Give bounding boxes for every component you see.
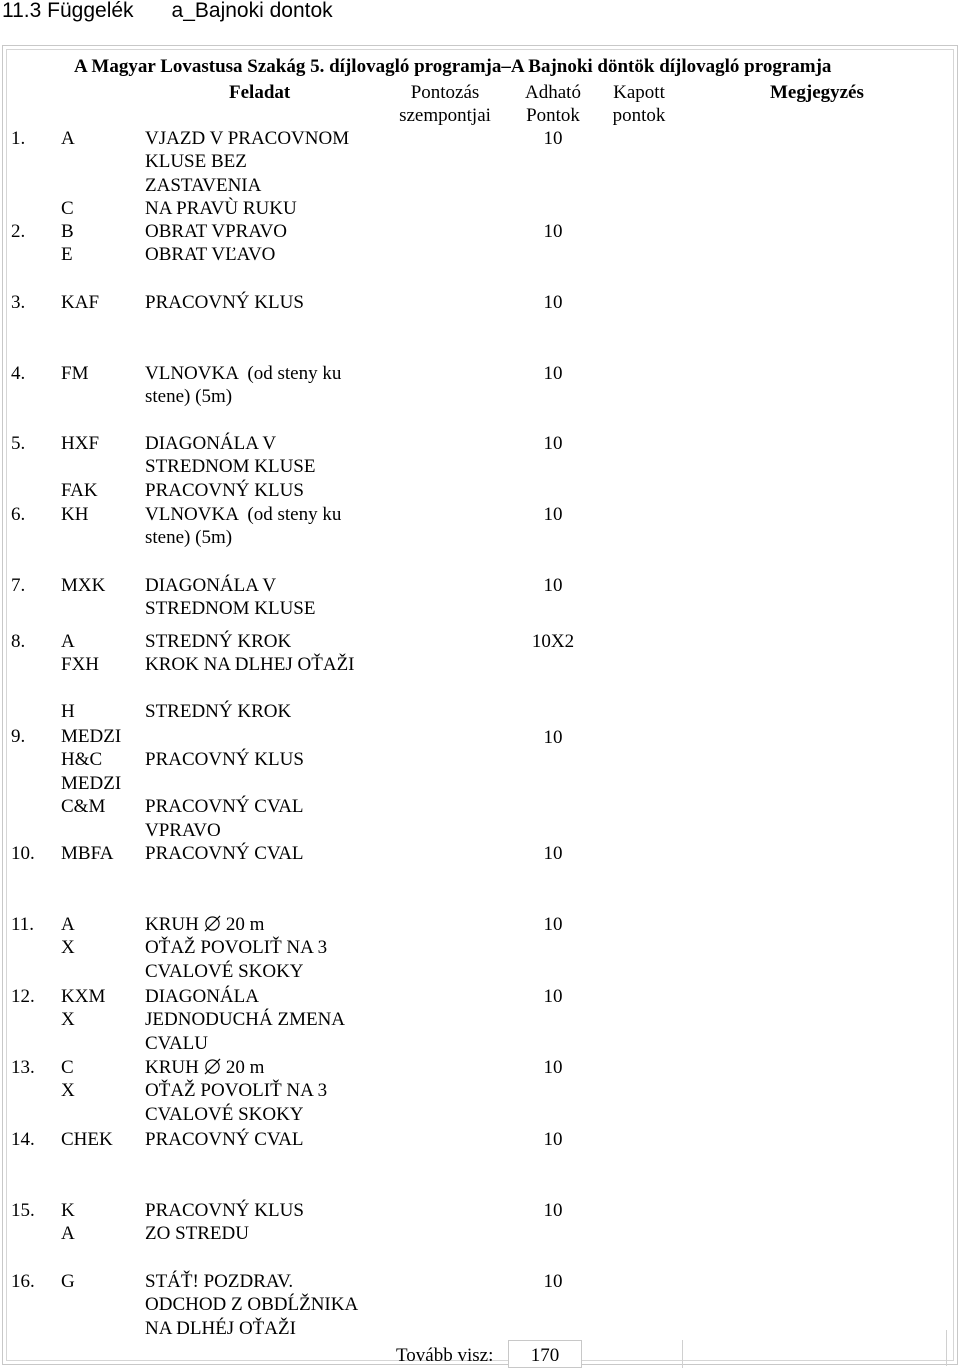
row-movement-line: VLNOVKA (od steny ku [145, 363, 342, 384]
row-movement-line [145, 1056, 264, 1079]
row-movement-line: CVALOVÉ SKOKY [145, 1103, 304, 1125]
row-marker: MEDZI [61, 772, 122, 794]
row-marker: C [61, 1057, 74, 1078]
row-marker: X [61, 1009, 75, 1031]
row-movement-line: ZO STREDU [145, 1223, 249, 1245]
movement-text: KRUH [145, 914, 199, 935]
row-movement-line: STREDNÝ KROK [145, 701, 292, 723]
row-movement-line: KROK NA DLHEJ OŤAŽI [145, 654, 355, 676]
row-movement-line: VJAZD V PRACOVNOM [145, 128, 350, 149]
row-marker: X [61, 937, 75, 959]
row-marker: HXF [61, 433, 100, 454]
row-points: 10 [543, 363, 563, 384]
page-heading [2, 0, 333, 23]
row-movement-line: PRACOVNÝ CVAL [145, 1129, 304, 1150]
col-header-pontozas: Pontozás szempontjai [399, 82, 491, 127]
row-movement-line: DIAGONÁLA [145, 986, 259, 1007]
row-movement-line: STÁŤ! POZDRAV. [145, 1271, 294, 1292]
row-marker: A [61, 631, 75, 652]
row-marker: KXM [61, 986, 106, 1007]
row-points: 10X2 [531, 631, 575, 652]
row-points: 10 [543, 986, 563, 1007]
row-points: 10 [543, 1057, 563, 1078]
row-points: 10 [543, 1200, 563, 1221]
row-number: 3. [11, 292, 26, 313]
row-marker: FAK [61, 479, 98, 501]
row-marker: FXH [61, 654, 100, 676]
row-movement-line: NA PRAVÙ RUKU [145, 198, 297, 220]
row-movement-line: ODCHOD Z OBDĹŽNIKA [145, 1294, 359, 1316]
row-marker: H&C [61, 749, 103, 771]
row-movement-line: STREDNÝ KROK [145, 631, 292, 652]
row-movement-line: STREDNOM KLUSE [145, 598, 316, 620]
row-marker: MBFA [61, 843, 114, 864]
row-points: 10 [543, 292, 563, 313]
row-movement-line: OBRAT VĽAVO [145, 244, 276, 266]
row-points: 10 [543, 1129, 563, 1150]
row-number: 4. [11, 363, 26, 384]
heading-name: a_Bajnoki dontok [171, 0, 333, 22]
col-header-kapott: Kapott pontok [612, 82, 666, 127]
row-number: 2. [11, 221, 26, 242]
row-movement-line: PRACOVNÝ KLUS [145, 749, 304, 771]
row-points: 10 [543, 504, 563, 525]
row-marker: A [61, 914, 75, 935]
row-marker: KH [61, 504, 89, 525]
row-marker: H [61, 701, 75, 723]
row-movement-line: stene) (5m) [145, 527, 233, 549]
row-movement-line: KLUSE BEZ [145, 151, 247, 173]
row-points: 10 [543, 221, 563, 242]
row-number: 15. [11, 1200, 35, 1221]
row-movement-line: CVALOVÉ SKOKY [145, 960, 304, 982]
row-movement-line: OBRAT VPRAVO [145, 221, 288, 242]
row-movement-line: VPRAVO [145, 819, 221, 841]
row-marker: MEDZI [61, 726, 122, 747]
row-points: 10 [543, 575, 563, 596]
row-movement-line: stene) (5m) [145, 386, 233, 408]
movement-text: 20 m [225, 914, 265, 935]
row-number: 11. [11, 914, 35, 935]
row-points: 10 [543, 914, 563, 935]
row-marker: MXK [61, 575, 106, 596]
row-number: 13. [11, 1057, 35, 1078]
row-number: 12. [11, 986, 35, 1007]
row-movement-line: NA DLHÉJ OŤAŽI [145, 1317, 296, 1339]
row-number: 6. [11, 504, 26, 525]
movement-text: 20 m [225, 1057, 265, 1078]
footer-label: Tovább visz: [396, 1345, 494, 1366]
row-movement-line: ZASTAVENIA [145, 174, 262, 196]
row-marker: FM [61, 363, 89, 384]
row-marker: KAF [61, 292, 100, 313]
program-title: A Magyar Lovastusa Szakág 5. díjlovagló programja–A Bajnoki döntök díjlovagló programja [74, 56, 832, 77]
row-points: 10 [543, 433, 563, 454]
row-movement-line: PRACOVNÝ CVAL [145, 796, 304, 818]
row-movement-line: JEDNODUCHÁ ZMENA [145, 1009, 346, 1031]
row-marker: C [61, 198, 74, 220]
diameter-icon [203, 915, 222, 932]
row-number: 14. [11, 1129, 35, 1150]
row-marker: X [61, 1080, 75, 1102]
row-points: 10 [543, 843, 563, 864]
row-marker: B [61, 221, 74, 242]
row-number: 5. [11, 433, 26, 454]
row-movement-line: OŤAŽ POVOLIŤ NA 3 [145, 1080, 328, 1102]
movement-text: KRUH [145, 1057, 199, 1078]
row-number: 1. [11, 128, 26, 149]
table-rule [682, 1340, 683, 1368]
col-header-adhato: Adható Pontok [525, 82, 581, 127]
row-movement-line: CVALU [145, 1032, 208, 1054]
row-number: 10. [11, 843, 35, 864]
row-number: 9. [11, 726, 26, 747]
row-marker: CHEK [61, 1129, 113, 1150]
table-rule [946, 1330, 947, 1366]
row-marker: K [61, 1200, 75, 1221]
row-movement-line: OŤAŽ POVOLIŤ NA 3 [145, 937, 328, 959]
row-movement-line: DIAGONÁLA V [145, 575, 277, 596]
footer-total: 170 [530, 1345, 560, 1366]
row-marker: A [61, 128, 75, 149]
col-header-feladat: Feladat [229, 82, 291, 103]
diameter-icon [203, 1058, 222, 1075]
row-movement-line: STREDNOM KLUSE [145, 456, 316, 478]
row-movement-line [145, 913, 264, 936]
row-number: 7. [11, 575, 26, 596]
row-movement-line: PRACOVNÝ KLUS [145, 1200, 304, 1221]
row-points: 10 [543, 128, 563, 149]
row-marker: G [61, 1271, 75, 1292]
row-marker: E [61, 244, 73, 266]
row-marker: A [61, 1223, 75, 1245]
row-movement-line: VLNOVKA (od steny ku [145, 504, 342, 525]
row-movement-line: PRACOVNÝ KLUS [145, 292, 304, 313]
row-movement-line: DIAGONÁLA V [145, 433, 277, 454]
row-movement-line: PRACOVNÝ KLUS [145, 479, 304, 501]
row-movement-line: PRACOVNÝ CVAL [145, 843, 304, 864]
row-number: 8. [11, 631, 26, 652]
heading-number: 11.3 Függelék [2, 0, 134, 22]
row-marker: C&M [61, 796, 106, 818]
row-points: 10 [543, 727, 563, 748]
row-number: 16. [11, 1271, 35, 1292]
col-header-megjegyzes: Megjegyzés [770, 82, 864, 103]
row-points: 10 [543, 1271, 563, 1292]
